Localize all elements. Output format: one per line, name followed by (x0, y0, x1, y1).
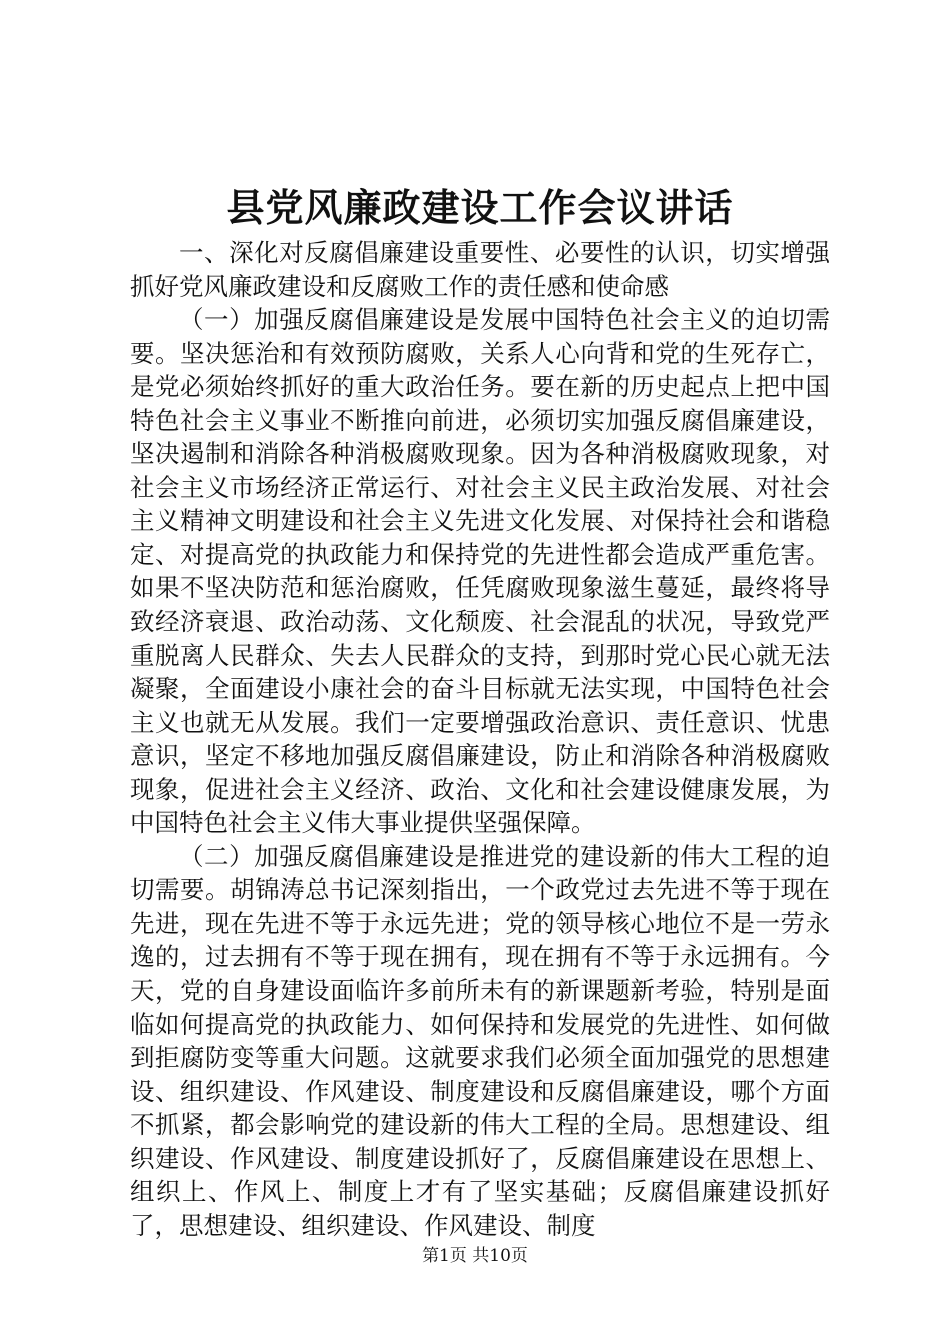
page-number-footer: 第1页 共10页 (422, 1246, 528, 1266)
body-paragraph-1: （一）加强反腐倡廉建设是发展中国特色社会主义的迫切需要。坚决惩治和有效预防腐败，关系人心向背和党的生死存亡，是党必须始终抓好的重大政治任务。要在新的历史起点上把中国特色社会主义事业不断推向前进，必须切实加强反腐倡廉建设，坚决遏制和消除各种消极腐败现象。因为各种消极腐败现象，对社会主义市场经济正常运行、对社会主义民主政治发展、对社会主义精神文明建设和社会主义先进文化发展、对保持社会和谐稳定、对提高党的执政能力和保持党的先进性都会造成严重危害。如果不坚决防范和惩治腐败，任凭腐败现象滋生蔓延，最终将导致经济衰退、政治动荡、文化颓废、社会混乱的状况，导致党严重脱离人民群众、失去人民群众的支持，到那时党心民心就无法凝聚，全面建设小康社会的奋斗目标就无法实现，中国特色社会主义也就无从发展。我们一定要增强政治意识、责任意识、忧患意识，坚定不移地加强反腐倡廉建设，防止和消除各种消极腐败现象，促进社会主义经济、政治、文化和社会建设健康发展，为中国特色社会主义伟大事业提供坚强保障。 (130, 305, 830, 838)
document-body (130, 236, 830, 1242)
section-heading-paragraph: 一、深化对反腐倡廉建设重要性、必要性的认识，切实增强抓好党风廉政建设和反腐败工作的责任感和使命感 (130, 238, 830, 301)
document-title: 县党风廉政建设工作会议讲话 (226, 185, 734, 230)
body-paragraph-2: （二）加强反腐倡廉建设是推进党的建设新的伟大工程的迫切需要。胡锦涛总书记深刻指出，一个政党过去先进不等于现在先进，现在先进不等于永远先进；党的领导核心地位不是一劳永逸的，过去拥有不等于现在拥有，现在拥有不等于永远拥有。今天，党的自身建设面临许多前所未有的新课题新考验，特别是面临如何提高党的执政能力、如何保持和发展党的先进性、如何做到拒腐防变等重大问题。这就要求我们必须全面加强党的思想建设、组织建设、作风建设、制度建设和反腐倡廉建设，哪个方面不抓紧，都会影响党的建设新的伟大工程的全局。思想建设、组织建设、作风建设、制度建设抓好了，反腐倡廉建设在思想上、组织上、作风上、制度上才有了坚实基础；反腐倡廉建设抓好了，思想建设、组织建设、作风建设、制度 (130, 841, 830, 1240)
